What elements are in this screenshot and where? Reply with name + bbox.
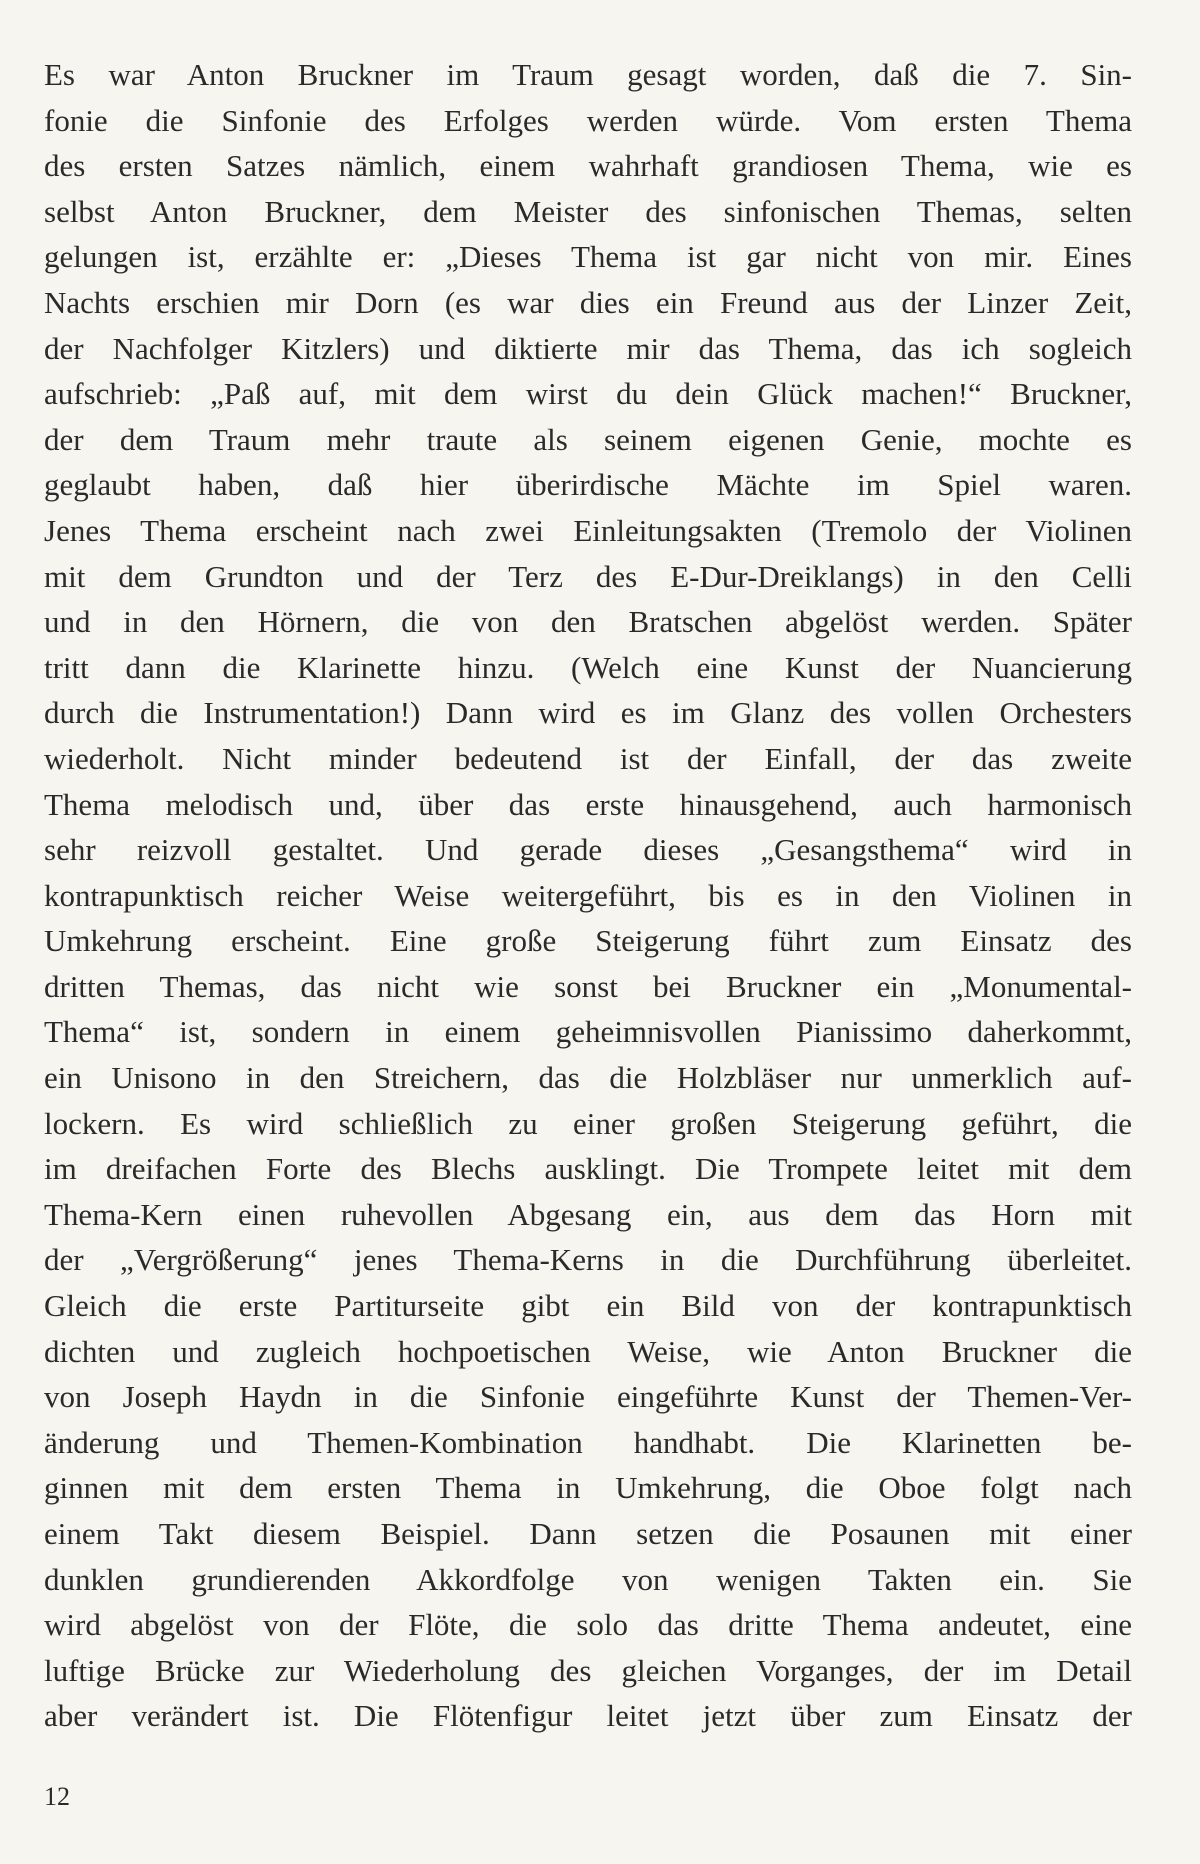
text-line-11: Jenes Thema erscheint nach zwei Einleitungsakten (Tremolo der Violinen: [44, 512, 1132, 548]
text-line-28: Gleich die erste Partiturseite gibt ein Bild von der kontrapunktisch: [44, 1288, 1132, 1324]
text-line-37: aber verändert ist. Die Flötenfigur leitet jetzt über zum Einsatz der: [44, 1698, 1132, 1734]
text-line-9: der dem Traum mehr traute als seinem eigenen Genie, mochte es: [44, 421, 1132, 457]
text-line-23: ein Unisono in den Streichern, das die Holzbläser nur unmerklich auf-: [44, 1060, 1132, 1096]
text-line-30: von Joseph Haydn in die Sinfonie eingeführte Kunst der Themen-Ver-: [44, 1379, 1132, 1415]
text-line-29: dichten und zugleich hochpoetischen Weise, wie Anton Bruckner die: [44, 1333, 1132, 1369]
text-line-27: der „Vergrößerung“ jenes Thema-Kerns in die Durchführung überleitet.: [44, 1242, 1132, 1278]
text-line-15: durch die Instrumentation!) Dann wird es im Glanz des vollen Orchesters: [44, 695, 1132, 731]
text-line-14: tritt dann die Klarinette hinzu. (Welch eine Kunst der Nuancierung: [44, 649, 1132, 685]
text-line-17: Thema melodisch und, über das erste hinausgehend, auch harmonisch: [44, 786, 1132, 822]
text-line-5: gelungen ist, erzählte er: „Dieses Thema ist gar nicht von mir. Eines: [44, 239, 1132, 275]
text-line-10: geglaubt haben, daß hier überirdische Mächte im Spiel waren.: [44, 467, 1132, 503]
text-line-33: einem Takt diesem Beispiel. Dann setzen die Posaunen mit einer: [44, 1516, 1132, 1551]
text-line-2: fonie die Sinfonie des Erfolges werden würde. Vom ersten Thema: [44, 102, 1132, 138]
text-line-18: sehr reizvoll gestaltet. Und gerade dieses „Gesangsthema“ wird in: [44, 832, 1132, 868]
page-number: 12: [44, 1782, 70, 1811]
text-line-24: lockern. Es wird schließlich zu einer großen Steigerung geführt, die: [44, 1105, 1132, 1141]
text-line-32: ginnen mit dem ersten Thema in Umkehrung, die Oboe folgt nach: [44, 1470, 1132, 1506]
text-line-35: wird abgelöst von der Flöte, die solo das dritte Thema andeutet, eine: [44, 1607, 1132, 1643]
text-line-3: des ersten Satzes nämlich, einem wahrhaft grandiosen Thema, wie es: [44, 148, 1132, 184]
text-line-36: luftige Brücke zur Wiederholung des gleichen Vorganges, der im Detail: [44, 1652, 1132, 1688]
text-line-26: Thema-Kern einen ruhevollen Abgesang ein, aus dem das Horn mit: [44, 1196, 1132, 1232]
text-line-13: und in den Hörnern, die von den Bratschen abgelöst werden. Später: [44, 604, 1132, 640]
text-line-19: kontrapunktisch reicher Weise weitergeführt, bis es in den Violinen in: [44, 877, 1132, 913]
text-line-6: Nachts erschien mir Dorn (es war dies ein Freund aus der Linzer Zeit,: [44, 284, 1132, 320]
text-line-22: Thema“ ist, sondern in einem geheimnisvollen Pianissimo daherkommt,: [44, 1014, 1132, 1050]
text-line-1: Es war Anton Bruckner im Traum gesagt worden, daß die 7. Sin-: [44, 57, 1132, 92]
body-text: [44, 52, 1132, 1739]
text-line-12: mit dem Grundton und der Terz des E-Dur-Dreiklangs) in den Celli: [44, 558, 1132, 594]
text-line-31: änderung und Themen-Kombination handhabt. Die Klarinetten be-: [44, 1424, 1132, 1460]
text-line-21: dritten Themas, das nicht wie sonst bei Bruckner ein „Monumental-: [44, 968, 1132, 1004]
text-line-25: im dreifachen Forte des Blechs ausklingt. Die Trompete leitet mit dem: [44, 1151, 1132, 1187]
text-line-7: der Nachfolger Kitzlers) und diktierte mir das Thema, das ich sogleich: [44, 330, 1132, 366]
text-line-8: aufschrieb: „Paß auf, mit dem wirst du dein Glück machen!“ Bruckner,: [44, 376, 1132, 412]
text-line-4: selbst Anton Bruckner, dem Meister des sinfonischen Themas, selten: [44, 193, 1132, 229]
text-line-20: Umkehrung erscheint. Eine große Steigerung führt zum Einsatz des: [44, 923, 1132, 959]
text-line-34: dunklen grundierenden Akkordfolge von wenigen Takten ein. Sie: [44, 1561, 1132, 1597]
text-line-16: wiederholt. Nicht minder bedeutend ist der Einfall, der das zweite: [44, 740, 1132, 776]
